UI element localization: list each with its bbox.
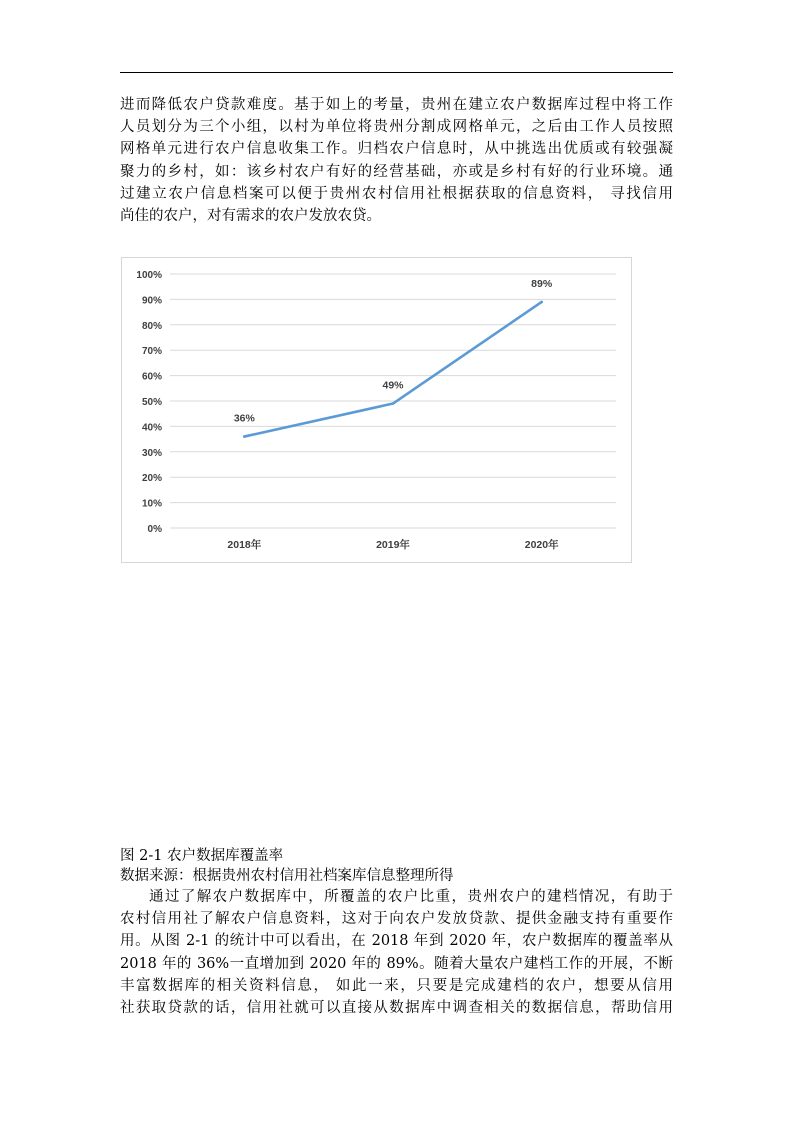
text-line: 2018 年的 36%一直增加到 2020 年的 89%。随着大量农户建档工作的开展，不断 xyxy=(120,955,673,972)
text-line: 聚力的乡村，如：该乡村农户有好的经营基础，亦或是乡村有好的行业环境。通 xyxy=(120,163,673,180)
line-chart-svg xyxy=(122,258,631,562)
text-line: 人员划分为三个小组，以村为单位将贵州分割成网格单元，之后由工作人员按照 xyxy=(120,119,673,136)
data-point xyxy=(540,301,543,304)
source-note: 数据来源：根据贵州农村信用社档案库信息整理所得 xyxy=(120,868,454,884)
text-line: 丰富数据库的相关资料信息， 如此一来，只要是完成建档的农户，想要从信用 xyxy=(120,977,673,994)
x-tick-label: 2019年 xyxy=(376,539,410,551)
y-tick-label: 40% xyxy=(141,422,162,434)
text-line: 进而降低农户贷款难度。基于如上的考量，贵州在建立农户数据库过程中将工作 xyxy=(120,97,673,113)
y-tick-label: 90% xyxy=(141,295,162,307)
y-tick-label: 100% xyxy=(136,270,162,281)
text-line: 农村信用社了解农户信息资料，这对于向农户发放贷款、提供金融支持有重要作 xyxy=(120,911,673,928)
y-tick-label: 0% xyxy=(147,524,162,535)
data-label: 89% xyxy=(531,277,553,290)
y-tick-label: 80% xyxy=(141,320,162,332)
data-point xyxy=(243,435,246,438)
text-line: 用。从图 2-1 的统计中可以看出，在 2018 年到 2020 年，农户数据库的覆盖率从 xyxy=(120,933,673,950)
x-tick-label: 2018年 xyxy=(227,539,262,551)
body-paragraph-2 xyxy=(120,886,673,1019)
x-tick-label: 2020年 xyxy=(524,539,559,551)
coverage-chart xyxy=(121,257,632,563)
y-tick-label: 50% xyxy=(141,397,162,408)
text-line: 过建立农户信息档案可以便于贵州农村信用社根据获取的信息资料， 寻找信用 xyxy=(120,185,673,202)
text-line: 网格单元进行农户信息收集工作。归档农户信息时，从中挑选出优质或有较强凝 xyxy=(120,141,673,158)
y-tick-label: 70% xyxy=(141,346,162,358)
y-tick-label: 60% xyxy=(141,371,162,383)
body-paragraph-1 xyxy=(120,94,673,227)
data-label: 36% xyxy=(233,412,255,425)
y-tick-label: 20% xyxy=(141,473,162,485)
figure-caption: 图 2-1 农户数据库覆盖率 xyxy=(120,848,284,864)
header-rule xyxy=(120,72,673,73)
y-tick-label: 10% xyxy=(141,498,162,510)
y-tick-label: 30% xyxy=(141,447,162,459)
text-line: 社获取贷款的话，信用社就可以直接从数据库中调查相关的数据信息，帮助信用 xyxy=(120,1000,673,1017)
text-line: 通过了解农户数据库中，所覆盖的农户比重，贵州农户的建档情况，有助于 xyxy=(149,889,673,905)
text-line: 尚佳的农户，对有需求的农户发放农贷。 xyxy=(120,208,381,225)
data-label: 49% xyxy=(382,379,404,392)
series-line xyxy=(244,302,541,437)
data-point xyxy=(392,402,395,405)
